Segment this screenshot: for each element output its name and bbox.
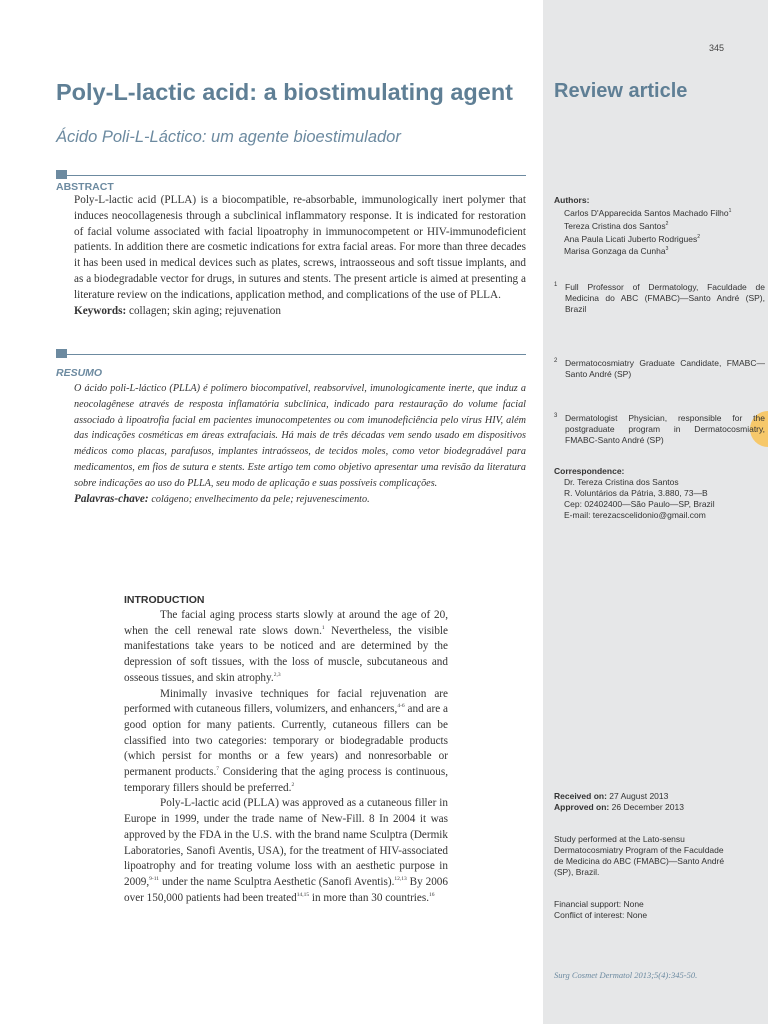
intro-text: Minimally invasive techniques for facial rejuvenation are performed with cutaneous fillers, volumizers, and enhancers,: [124, 687, 448, 716]
article-title: Poly-L-lactic acid: a biostimulating agent: [56, 79, 514, 105]
author-item: [554, 219, 754, 232]
disclosures: [554, 899, 754, 921]
correspondence-email: E-mail: terezacscelidonio@gmail.com: [564, 510, 706, 520]
page-number: 345: [708, 43, 724, 53]
resumo-text: O ácido poli-L-láctico (PLLA) é polímero biocompatível, reabsorvível, imunologicamente inerte, que induz a neocolagênese através de resposta inflamatória subclínica, indicado para restauração do volume facial associado à lipoatrofia facial em pacientes imunocompetentes ou com imunodeficiência pelo vírus HIV, além das indicações cosméticas em áreas extrafaciais. Há mais de três décadas vem sendo usado em dispositivos médicos como placas, parafusos, implantes intraósseos, de tecidos moles, como vetor biodegradável para medicamentos, em fios de sutura e stents. Este artigo tem como objetivo apresentar uma revisão da literatura sobre indicações ao uso do PLLA, seu modo de aplicação e suas possíveis complicações.: [74, 383, 526, 489]
approved-label: Approved on:: [554, 802, 610, 812]
abstract-keywords: [74, 304, 526, 320]
author-item: [554, 244, 754, 257]
affiliation-3: [554, 413, 765, 446]
intro-text: Considering that the aging process is continuous, temporary fillers should be preferred.: [124, 766, 448, 794]
citation-ref: 2: [291, 781, 295, 788]
introduction-body: [124, 608, 448, 906]
palavras-chave-label: Palavras-chave:: [74, 492, 149, 505]
citation-ref: 7: [216, 766, 220, 773]
affiliation-2: [554, 358, 765, 380]
palavras-chave-value: colágeno; envelhecimento da pele; rejuvenescimento.: [151, 493, 370, 505]
keywords-label: Keywords:: [74, 304, 127, 317]
keywords-value: collagen; skin aging; rejuvenation: [129, 304, 281, 317]
received-date: 27 August 2013: [609, 791, 669, 801]
intro-paragraph: [124, 796, 448, 906]
abstract-block: [74, 193, 526, 319]
citation-ref: 9-11: [149, 875, 160, 882]
abstract-rule: [56, 175, 526, 176]
intro-text: By 2006 over 150,000 patients had been treated: [124, 875, 448, 904]
correspondence-line: Dr. Tereza Cristina dos Santos: [564, 477, 679, 487]
financial-support: Financial support: None: [554, 899, 644, 909]
correspondence-section: [554, 466, 754, 521]
resumo-marker: [56, 349, 67, 358]
resumo-label: RESUMO: [56, 367, 103, 379]
intro-text: and are a good option for many patients. Currently, cutaneous fillers can be classified into two categories: temporary or biodegradable products (which persist for months or a few years) and nonresorbable or permanent products.: [124, 703, 448, 779]
affiliation-num: 3: [554, 413, 558, 419]
affiliation-text: Full Professor of Dermatology, Faculdade de Medicina do ABC (FMABC)—Santo André (SP), Brazil: [565, 282, 765, 314]
affiliation-text: Dermatologist Physician, responsible for the postgraduate program in Dermatocosmiatry, FMABC-Santo André (SP): [565, 413, 765, 445]
intro-paragraph: [124, 687, 448, 797]
dates-section: [554, 791, 754, 813]
intro-text: Nevertheless, the visible manifestations take years to be noticed and are determined by the depression of soft tissues, with the loss of muscle, subcutaneous and osseous tissues, and skin atrophy.: [124, 624, 448, 684]
intro-text: Poly-L-lactic acid (PLLA) was approved as a cutaneous filler in Europe in 1999, under the trade name of New-Fill. 8 In 2004 it was approved by the FDA in the U.S. with the brand name Sculptra (Dermik Laboratories, Sanofi Aventis, USA), for the treatment of HIV-associated lipoatrophy and for treating volume loss with an aesthetic purpose in 2009,: [124, 797, 448, 888]
author-sup: 2: [697, 233, 701, 240]
citation-ref: 1: [321, 624, 325, 631]
abstract-label: ABSTRACT: [56, 181, 114, 193]
citation-ref: 14,15: [296, 891, 310, 898]
abstract-text: Poly-L-lactic acid (PLLA) is a biocompatible, re-absorbable, immunologically inert polymer that induces neocollagenesis through a subclinical inflammatory response. It is indicated for restoration of facial volume associated with facial lipoatrophy in immunocompetent or HIV-immunodeficient patients. In addition there are cosmetic indications for extra facial areas. For more than three decades it has been used in medical devices such as plates, screws, intraosseous and soft tissue implants, and as a biodegradable vector for drugs, in sutures and stents. The present article is aimed at presenting a literature review on the indications, application method, and complications of the use of PLLA.: [74, 194, 526, 301]
abstract-marker: [56, 170, 67, 179]
resumo-keywords: [74, 492, 526, 508]
authors-section: [554, 195, 754, 257]
affiliation-num: 2: [554, 358, 558, 364]
author-sup: 3: [665, 246, 669, 253]
approved-date: 26 December 2013: [611, 802, 684, 812]
approved-line: [554, 802, 754, 813]
authors-label: Authors:: [554, 195, 590, 205]
resumo-rule: [56, 354, 526, 355]
author-name: Tereza Cristina dos Santos: [564, 220, 666, 231]
received-line: [554, 791, 754, 802]
intro-text: in more than 30 countries.: [309, 891, 430, 904]
resumo-block: [74, 381, 526, 507]
article-type: Review article: [554, 80, 688, 102]
author-name: Ana Paula Licati Juberto Rodrigues: [564, 233, 698, 244]
affiliation-text: Dermatocosmiatry Graduate Candidate, FMABC—Santo André (SP): [565, 358, 765, 379]
citation-ref: 12,13: [394, 875, 407, 882]
received-label: Received on:: [554, 791, 607, 801]
correspondence-line: R. Voluntários da Pátria, 3.880, 73—B: [564, 488, 708, 498]
author-sup: 1: [728, 208, 732, 214]
citation-ref: 2,3: [273, 671, 281, 678]
affiliation-num: 1: [554, 282, 558, 288]
author-sup: 2: [665, 220, 669, 227]
affiliation-1: [554, 282, 765, 315]
author-name: Carlos D'Apparecida Santos Machado Filho: [564, 207, 729, 218]
intro-text: under the name Sculptra Aesthetic (Sanofi Aventis).: [159, 875, 395, 888]
intro-paragraph: [124, 608, 448, 687]
intro-text: The facial aging process starts slowly at around the age of 20, when the cell renewal rate slows down.: [124, 609, 448, 637]
correspondence-label: Correspondence:: [554, 466, 625, 476]
study-note: Study performed at the Lato-sensu Dermatocosmiatry Program of the Faculdade de Medicina do ABC (FMABC)—Santo André (SP), Brazil.: [554, 834, 725, 877]
citation-ref: 4-6: [397, 703, 405, 710]
introduction-heading: INTRODUCTION: [124, 594, 205, 606]
author-item: [554, 206, 754, 219]
correspondence-line: Cep: 02402400—São Paulo—SP, Brazil: [564, 499, 715, 509]
article-subtitle: Ácido Poli-L-Láctico: um agente bioestimulador: [56, 128, 401, 146]
author-item: [554, 232, 754, 245]
author-name: Marisa Gonzaga da Cunha: [564, 246, 666, 257]
journal-citation: Surg Cosmet Dermatol 2013;5(4):345-50.: [554, 970, 698, 980]
conflict-of-interest: Conflict of interest: None: [554, 910, 648, 920]
citation-ref: 16: [429, 891, 435, 898]
